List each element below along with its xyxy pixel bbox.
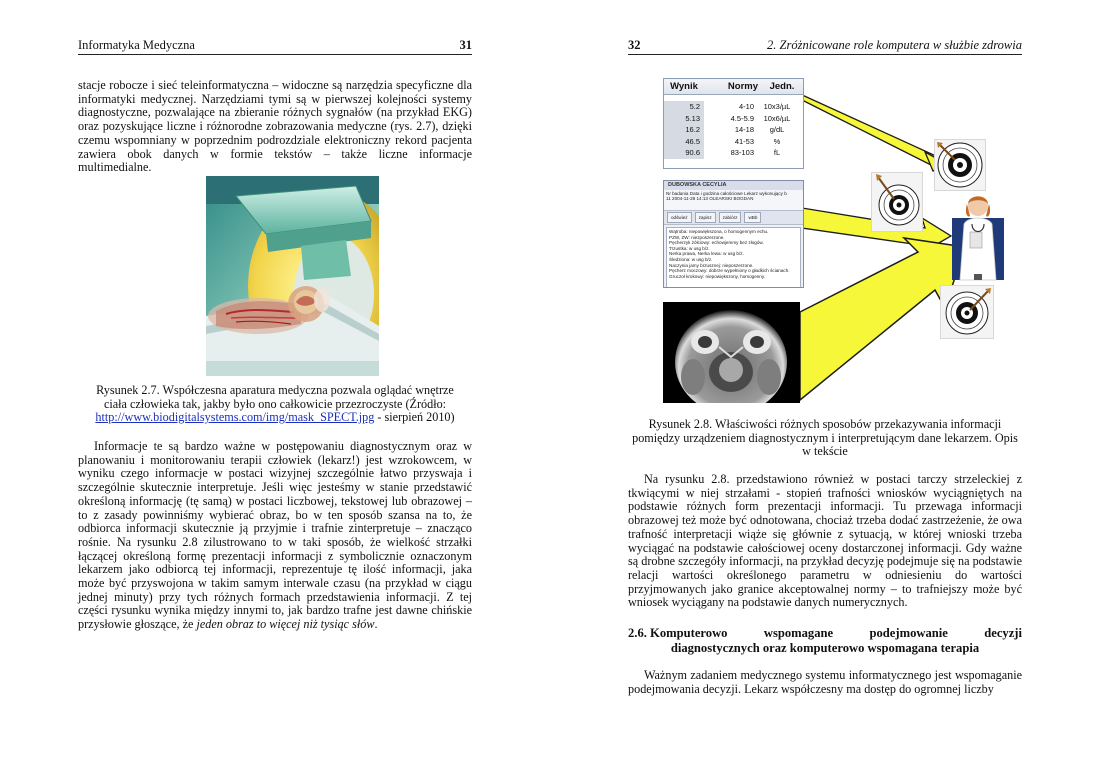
lab-cell: 5.2 bbox=[664, 101, 704, 113]
target-icon bbox=[940, 285, 994, 339]
finding-line: Pęcherz moczowy: dobrze wypełniony o gładkich ścianach. bbox=[669, 268, 790, 274]
proverb-quote: jeden obraz to więcej niż tysiąc słów bbox=[196, 617, 375, 632]
heading-word: podejmowanie bbox=[869, 626, 948, 640]
caption-line-1: Rysunek 2.7. Współczesna aparatura medyczna pozwala oglądać wnętrze bbox=[96, 383, 454, 397]
lab-cell: 4-10 bbox=[738, 102, 754, 111]
caption-line-2: ciała człowieka tak, jakby było ono całkowicie przezroczyste (Źródło: bbox=[103, 396, 447, 411]
save-button[interactable]: zapisz bbox=[695, 212, 716, 223]
heading-word: wspomagane bbox=[763, 626, 834, 640]
lab-cell: 16.2 bbox=[664, 124, 704, 136]
section-number: 2.6. bbox=[628, 626, 647, 640]
extra-button[interactable]: wBb bbox=[744, 212, 761, 223]
record-title: DUBOWSKA CECYLIA bbox=[664, 181, 803, 190]
lab-cell: % bbox=[773, 136, 781, 146]
page-number: 31 bbox=[459, 38, 472, 52]
paragraph-1: Na rysunku 2.8. przedstawiono również w postaci tarczy strzeleckiej z tkwiącymi w niej strzałami - stopień trafności wniosków wyciągniętych na podstawie różnych form prezentacji informacji. Tu przewaga informacji obrazowej też może być odnotowana, chociaż trzeba dodać zastrzeżenie, że owa trafność interpretacji wiąże się głównie z sytuacją, w której wnioski trzeba wyciągać na podstawie całościowej oceny dostarczonej informacji. Gdy ważne są drobne szczegóły informacji, na przykład decyzję podejmuje się na podstawie relacji wartości określonego parametru w odniesieniu do wartości przyjmowanych jako granice akceptowalnej normy – to trafniejszy może być wniosek wyciągany na podstawie danych numerycznych. bbox=[628, 472, 1022, 610]
record-meta-values: 11 2004-11-28 14:13 OLEARSKI BOGDAN bbox=[666, 196, 754, 201]
target-icon bbox=[934, 139, 986, 191]
lab-cell: 90.6 bbox=[664, 147, 704, 159]
lab-cell: 5.13 bbox=[664, 113, 704, 125]
lab-cell: g/dL bbox=[769, 125, 785, 135]
header-title: 2. Zróżnicowane role komputera w służbie zdrowia bbox=[767, 38, 1022, 52]
section-heading-line-1 bbox=[628, 626, 1022, 641]
patient-record-window bbox=[663, 180, 804, 288]
mri-scan-image bbox=[663, 302, 800, 403]
finding-line: Gruczoł krokowy: niepowiększony, homogenny. bbox=[669, 273, 766, 279]
finding-line: Śledziona: w usg b/z. bbox=[669, 256, 713, 262]
lab-cell: 83-103 bbox=[730, 148, 754, 158]
finding-line: Pęcherzyk żółciowy: echowjemmy bez złogów. bbox=[669, 240, 764, 246]
lab-results-table bbox=[663, 78, 804, 169]
lab-cell: 10x6/µL bbox=[763, 113, 791, 123]
caption-date: - sierpień 2010) bbox=[374, 410, 455, 425]
page-number: 32 bbox=[628, 38, 641, 52]
lab-cell: 14-18 bbox=[734, 125, 754, 135]
record-findings bbox=[666, 227, 801, 288]
header-title: Informatyka Medyczna bbox=[78, 38, 195, 52]
lab-header-norms: Normy bbox=[727, 81, 758, 92]
figure-2-8-caption: Rysunek 2.8. Właściwości różnych sposobów przekazywania informacji pomiędzy urządzeniem diagnostycznym i interpretującym dane lekarzem. Opis w tekście bbox=[632, 417, 1018, 459]
source-link[interactable]: http://www.biodigitalsystems.com/img/mask_SPECT.jpg bbox=[95, 410, 375, 425]
lab-cell: fL bbox=[773, 148, 781, 158]
heading-word: Komputerowo bbox=[650, 626, 728, 640]
section-heading-line-2: diagnostycznych oraz komputerowo wspomagana terapia bbox=[670, 641, 980, 655]
lab-row bbox=[664, 113, 803, 125]
target-icon bbox=[871, 172, 923, 232]
lab-cell: 10x3/µL bbox=[763, 102, 791, 111]
lab-table-header bbox=[664, 79, 803, 95]
intro-paragraph: stacje robocze i sieć teleinformatyczna – widoczne są narzędzia specyficzne dla informatyki medycznej. Narzędziami tymi są w pierwszej kolejności systemy diagnostyczne, pozwalające na zbieranie różnych sygnałów (na przykład EKG) oraz pozyskujące liczne i różnorodne zobrazowania medyczne (rys. 2.7), dzięki czemu wspomniany w poprzednim podrozdziale elektroniczny rekord pacjenta zawiera obok danych w formie tekstów – także liczne informacje multimedialne. bbox=[78, 78, 472, 175]
body-paragraph-main: Informacje te są bardzo ważne w postępowaniu diagnostycznym oraz w planowaniu i monitorowaniu terapii człowiek (lekarz!) jest wzrokowcem, w wyniku czego informacje w postaci wizyjnej szczególnie łatwo przyswaja i szczególnie skutecznie interpretuje. Jeśli więc jesteśmy w stanie przedstawić określoną informację (tę samą) w postaci liczbowej, tekstowej lub obrazowej – to z zasady powinniśmy wybierać obraz, bo w ten sposób szansa na to, że odbiorca informacji skutecznie ją przyjmie i trafnie zinterpretuje – znacząco rośnie. Na rysunku 2.8 zilustrowano to w taki sposób, że wielkość strzałki łączącej określoną formę prezentacji informacji z symbolicznie oznaczonym lekarzem jako odbiorcą tej informacji, reprezentuje tę ilość informacji, jaka może być przyswojona w takim samym interwale czasu (na przykład w ciągu jednej minuty) przy tych różnych formach przedstawienia informacji. Z tej części rysunku wynika między innymi to, jak bardzo trafne jest dawne chińskie przysłowie głoszące, że bbox=[78, 439, 472, 632]
lab-header-result: Wynik bbox=[670, 81, 698, 92]
body-paragraph-end: . bbox=[374, 617, 378, 632]
lab-row bbox=[664, 147, 803, 159]
record-toolbar bbox=[664, 210, 803, 225]
lab-row bbox=[664, 124, 803, 136]
section-number-and-word bbox=[628, 626, 727, 641]
finding-line: Trzustka: w usg b/z. bbox=[669, 245, 710, 251]
lab-cell: 41-53 bbox=[734, 136, 754, 146]
lab-row bbox=[664, 101, 803, 113]
finding-line: Naczynia jamy brzusznej: nieposzerzone. bbox=[669, 262, 754, 268]
paragraph-2: Ważnym zadaniem medycznego systemu informatycznego jest wspomaganie podejmowania decyzji. Lekarz współczesny ma dostęp do ogromnej liczby bbox=[628, 668, 1022, 696]
lab-cell: 4.5-5.9 bbox=[730, 113, 754, 123]
finding-line: PZW, ZW: niezposzerzone. bbox=[669, 234, 725, 240]
finding-line: Wątroba: niepowiększona, o homogennym echu. bbox=[669, 229, 769, 234]
numeric-data-arrow bbox=[800, 94, 936, 165]
lab-row bbox=[664, 136, 803, 148]
heading-word: decyzji bbox=[984, 626, 1022, 640]
lab-cell: 46.5 bbox=[664, 136, 704, 148]
finding-line: Nerka prawa, Nerka lewa: w usg b/z. bbox=[669, 251, 744, 257]
record-meta bbox=[664, 190, 803, 210]
take-button[interactable]: zabiórz bbox=[719, 212, 742, 223]
section-heading bbox=[628, 626, 1022, 656]
lab-header-unit: Jedn. bbox=[769, 81, 795, 92]
record-meta-labels: Nr badania Data i godzina całościowe Lekarz wykonujący b bbox=[666, 191, 787, 196]
refresh-button[interactable]: odśwież bbox=[667, 212, 692, 223]
doctor-figure bbox=[950, 190, 1006, 282]
